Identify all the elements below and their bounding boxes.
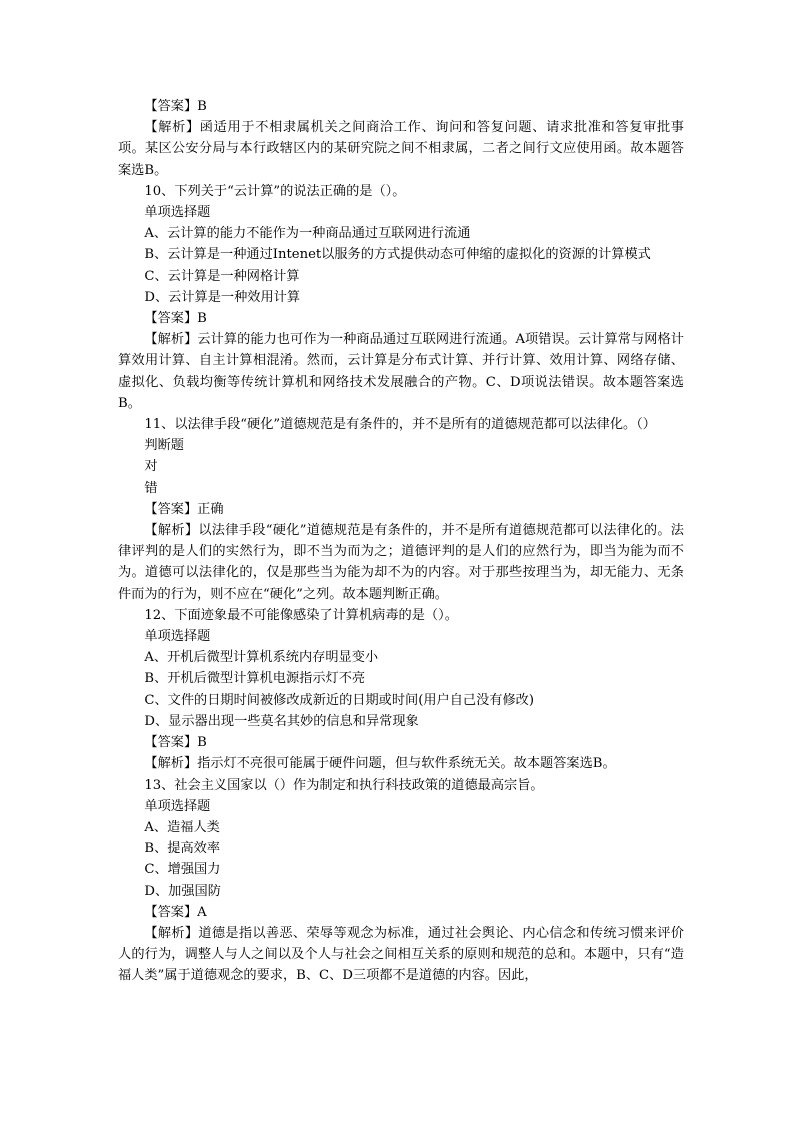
paragraph: 11、以法律手段“硬化”道德规范是有条件的，并不是所有的道德规范都可以法律化。（）: [144, 417, 656, 433]
paragraph: 【解析】指示灯不亮很可能属于硬件问题，但与软件系统无关。故本题答案选B。: [144, 756, 616, 772]
paragraph: C、增强国力: [144, 862, 221, 878]
paragraph: 【答案】正确: [144, 501, 224, 517]
paragraph: 【解析】云计算的能力也可作为一种商品通过互联网进行流通。A项错误。云计算常与网格计算效用计算、自主计算相混淆。然而，云计算是分布式计算、并行计算、效用计算、网络存储、虚拟化、负载均衡等传统计算机和网络技术发展融合的产物。C、D项说法错误。故本题答案选B。: [118, 332, 684, 411]
paragraph: 【解析】道德是指以善恶、荣辱等观念为标准，通过社会舆论、内心信念和传统习惯来评价人的行为，调整人与人之间以及个人与社会之间相互关系的原则和规范的总和。本题中，只有“造福人类”属于道德观念的要求，B、C、D三项都不是道德的内容。因此，: [118, 925, 684, 984]
paragraph: 判断题: [144, 438, 184, 454]
paragraph: 【答案】A: [144, 904, 207, 920]
paragraph: B、提高效率: [144, 841, 221, 857]
paragraph: 对: [144, 459, 158, 475]
document-body: [118, 96, 684, 987]
paragraph: 单项选择题: [144, 629, 211, 645]
paragraph: 【答案】B: [144, 735, 207, 751]
paragraph: B、开机后微型计算机电源指示灯不亮: [144, 671, 366, 687]
paragraph: A、云计算的能力不能作为一种商品通过互联网进行流通: [144, 226, 471, 242]
paragraph: D、云计算是一种效用计算: [144, 289, 301, 305]
paragraph: C、云计算是一种网格计算: [144, 268, 300, 284]
paragraph: D、加强国防: [144, 883, 221, 899]
paragraph: 【答案】B: [144, 311, 207, 327]
paragraph: C、文件的日期时间被修改成新近的日期或时间(用户自己没有修改): [144, 692, 535, 708]
paragraph: 【答案】B: [144, 99, 207, 114]
paragraph: 单项选择题: [144, 205, 211, 221]
paragraph: 单项选择题: [144, 798, 211, 814]
paragraph: 错: [144, 480, 158, 496]
paragraph: 13、社会主义国家以（）作为制定和执行科技政策的道德最高宗旨。: [144, 777, 544, 793]
paragraph: A、造福人类: [144, 819, 220, 835]
paragraph: 10、下列关于“云计算”的说法正确的是（）。: [144, 183, 406, 199]
paragraph: 【解析】以法律手段“硬化”道德规范是有条件的，并不是所有道德规范都可以法律化的。法律评判的是人们的实然行为，即不当为而为之；道德评判的是人们的应然行为，即当为能为而不为。道德可以法律化的，仅是那些当为能为却不为的内容。对于那些按理当为，却无能力、无条件而为的行为，则不应在“硬化”之列。故本题判断正确。: [118, 523, 684, 602]
paragraph: 【解析】函适用于不相隶属机关之间商洽工作、询问和答复问题、请求批准和答复审批事项。某区公安分局与本行政辖区内的某研究院之间不相隶属，二者之间行文应使用函。故本题答案选B。: [118, 120, 684, 178]
paragraph: 12、下面迹象最不可能像感染了计算机病毒的是（）。: [144, 607, 458, 623]
paragraph: B、云计算是一种通过Intenet以服务的方式提供动态可伸缩的虚拟化的资源的计算模式: [144, 247, 651, 263]
paragraph: D、显示器出现一些莫名其妙的信息和异常现象: [144, 713, 419, 729]
paragraph: A、开机后微型计算机系统内存明显变小: [144, 650, 379, 666]
